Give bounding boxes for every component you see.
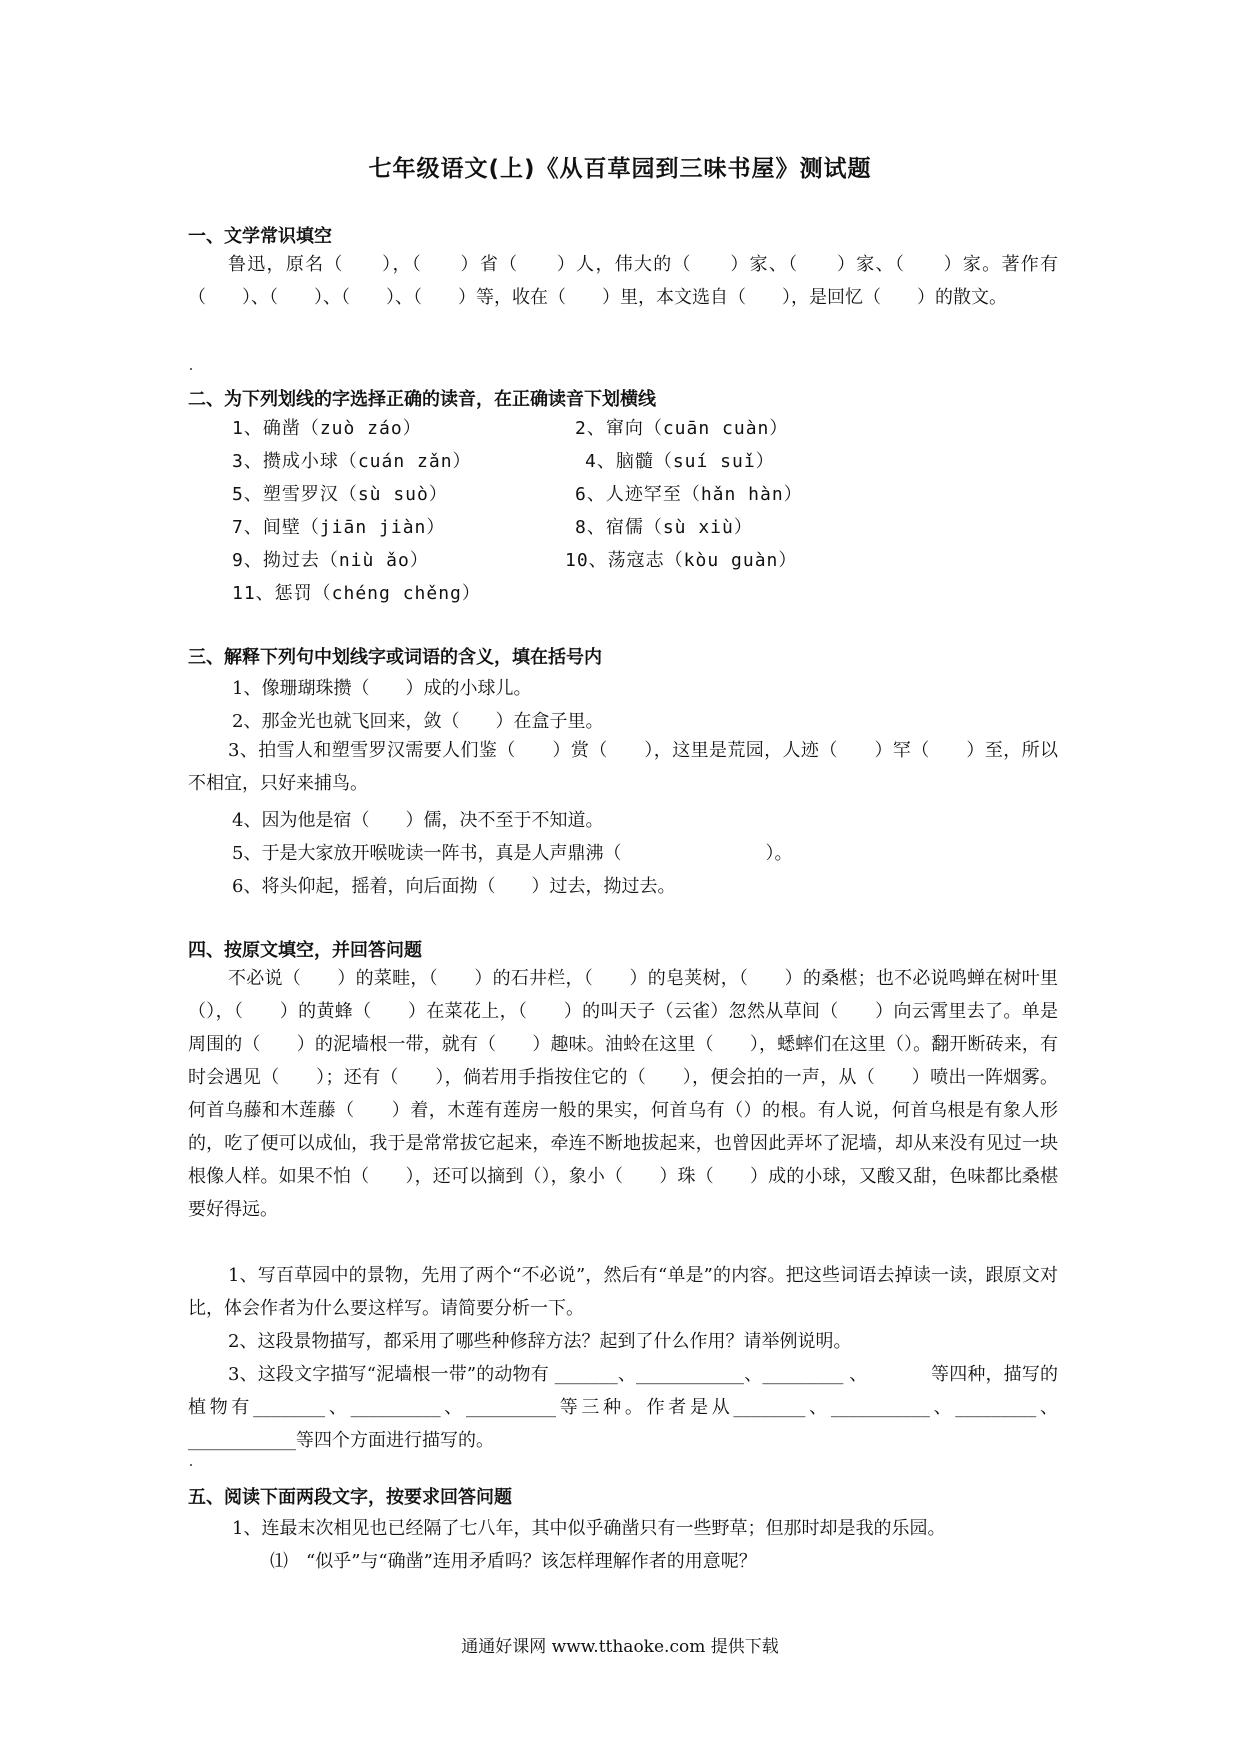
meaning-item: 1、像珊瑚珠攒（ ）成的小球儿。 [232, 678, 532, 699]
reading-subquestion-1: ⑴ “似乎”与“确凿”连用矛盾吗？该怎样理解作者的用意呢？ [270, 1551, 757, 1572]
reading-item: 8、宿儒（sù xiù） [575, 517, 753, 538]
question-3: 3、这段文字描写“泥墙根一带”的动物有 _______、____________、_________ 、 等四种，描写的植物有________、__________、__________等三种。作者是从________、___________、_________、____________等四个方面进行描写的。 [188, 1364, 1058, 1451]
section-1-heading: 一、文学常识填空 [188, 226, 332, 247]
reading-item: 6、人迹罕至（hǎn hàn） [575, 484, 803, 505]
question-1: 1、写百草园中的景物，先用了两个“不必说”，然后有“单是”的内容。把这些词语去掉读一读，跟原文对比，体会作者为什么要这样写。请简要分析一下。 [188, 1265, 1058, 1319]
page-footer: 通通好课网 www.tthaoke.com 提供下载 [461, 1637, 779, 1657]
reading-item: 2、窜向（cuān cuàn） [575, 418, 789, 439]
scan-dot [190, 368, 192, 370]
meaning-item: 3、拍雪人和塑雪罗汉需要人们鉴（ ）赏（ ），这里是荒园，人迹（ ）罕（ ）至，所以不相宜，只好来捕鸟。 [188, 740, 1058, 794]
reading-item: 4、脑髓（suí suǐ） [585, 451, 775, 472]
meaning-item: 4、因为他是宿（ ）儒，决不至于不知道。 [232, 810, 604, 831]
reading-item: 7、间壁（jiān jiàn） [232, 517, 446, 538]
passage-text: 不必说（ ）的菜畦，（ ）的石井栏，（ ）的皂荚树，（ ）的桑椹；也不必说鸣蝉在树叶里（），（ ）的黄蜂（ ）在菜花上，（ ）的叫天子（云雀）忽然从草间（ ）向云霄里去了。单是周围的（ ）的泥墙根一带，就有（ ）趣味。油蛉在这里（ ），蟋蟀们在这里（）。翻开断砖来，有时会遇见（ ）；还有（ ），倘若用手指按住它的（ ），便会拍的一声，从（ ）喷出一阵烟雾。何首乌藤和木莲藤（ ）着，木莲有莲房一般的果实，何首乌有（）的根。有人说，何首乌根是有象人形的，吃了便可以成仙，我于是常常拔它起来，牵连不断地拔起来，也曾因此弄坏了泥墙，却从来没有见过一块根像人样。如果不怕（ ），还可以摘到（），象小（ ）珠（ ）成的小球，又酸又甜，色味都比桑椹要好得远。 [188, 968, 1058, 1220]
section-1-text: 鲁迅，原名（ ），（ ）省（ ）人，伟大的（ ）家、（ ）家、（ ）家。著作有（ ）、（ ）、（ ）、（ ）等，收在（ ）里，本文选自（ ），是回忆（ ）的散文。 [188, 254, 1058, 308]
meaning-item: 2、那金光也就飞回来，敛（ ）在盒子里。 [232, 711, 604, 732]
reading-item: 9、拗过去（niù ǎo） [232, 550, 429, 571]
section-2-heading: 二、为下列划线的字选择正确的读音，在正确读音下划横线 [188, 389, 656, 410]
question-2: 2、这段景物描写，都采用了哪些种修辞方法？起到了什么作用？请举例说明。 [228, 1331, 852, 1352]
section-5-heading: 五、阅读下面两段文字，按要求回答问题 [188, 1487, 512, 1508]
reading-item: 1、确凿（zuò záo） [232, 418, 422, 439]
scan-dot [190, 1464, 192, 1466]
reading-item: 11、惩罚（chéng chěng） [232, 583, 481, 604]
reading-item: 10、荡寇志（kòu guàn） [565, 550, 798, 571]
page-title: 七年级语文(上)《从百草园到三味书屋》测试题 [368, 156, 872, 182]
reading-item: 3、攒成小球（cuán zǎn） [232, 451, 472, 472]
section-3-heading: 三、解释下列句中划线字或词语的含义，填在括号内 [188, 647, 602, 668]
meaning-item: 5、于是大家放开喉咙读一阵书，真是人声鼎沸（ ）。 [232, 843, 793, 864]
reading-item: 5、塑雪罗汉（sù suò） [232, 484, 448, 505]
section-4-heading: 四、按原文填空，并回答问题 [188, 940, 422, 961]
reading-question-1: 1、连最末次相见也已经隔了七八年，其中似乎确凿只有一些野草；但那时却是我的乐园。 [232, 1518, 946, 1539]
meaning-item: 6、将头仰起，摇着，向后面拗（ ）过去，拗过去。 [232, 876, 676, 897]
